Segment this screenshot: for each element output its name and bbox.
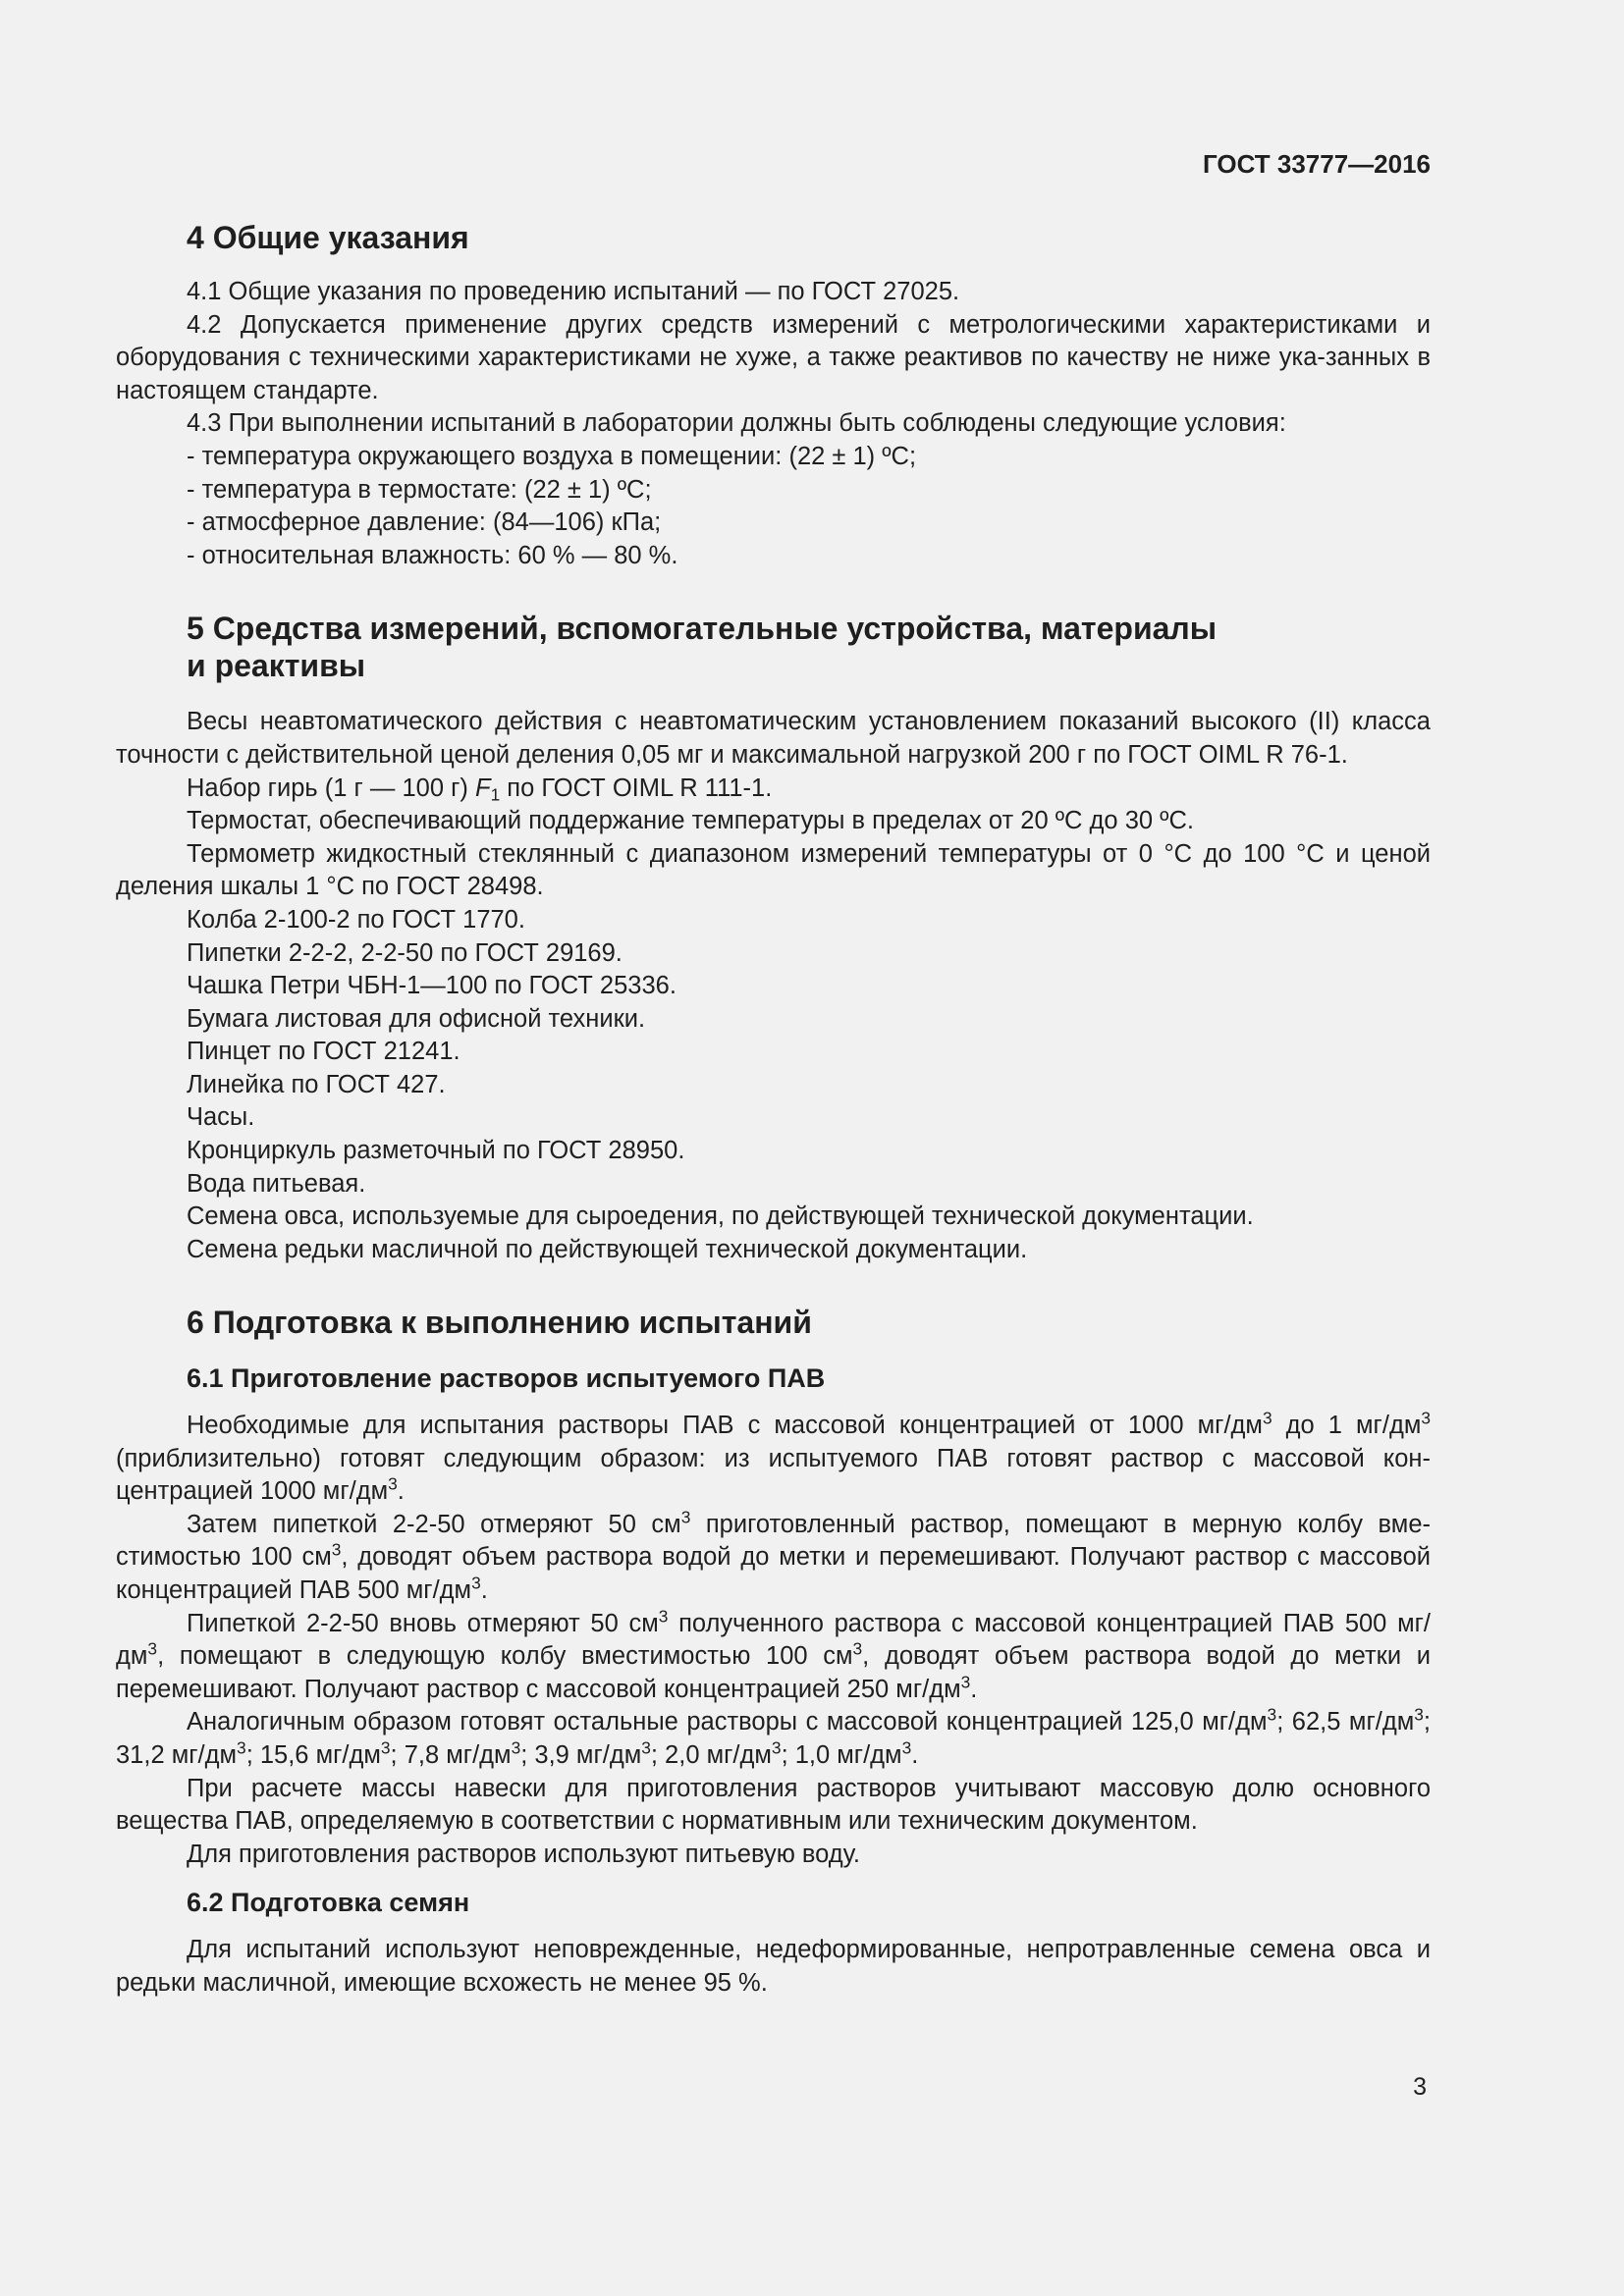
equipment-item: Семена редьки масличной по действующей технической документации. [187, 1235, 1028, 1263]
equipment-item: Кронциркуль разметочный по ГОСТ 28950. [187, 1137, 685, 1165]
condition-item: - относительная влажность: 60 % — 80 %. [187, 541, 678, 569]
para-4-2: 4.2 Допускается применение других средств измерений с метрологическими характеристиками и оборудования с техническими характеристиками не хуже, а также реактивов по качеству не ниже ука-занных в настоящем стандарте. [116, 310, 1431, 404]
para-5-scales: Весы неавтоматического действия с неавтоматическим установлением показаний высокого (II) класса точности с действительной ценой деления 0,05 мг и максимальной нагрузкой 200 г по ГОСТ OIML R 76-1. [116, 708, 1431, 769]
condition-item: - температура окружающего воздуха в помещении: (22 ± 1) ºС; [187, 442, 917, 470]
para-6-1-a: Необходимые для испытания растворы ПАВ с массовой концентрацией от 1000 $мг/дм^3$ до 1 $мг/дм^3$ (приблизительно) готовят следующим образом: из испытуемого ПАВ готовят раствор с массовой кон-центрацией 1000 $мг/дм^3$. [116, 1408, 1431, 1506]
document-code: ГОСТ 33777—2016 [1203, 149, 1431, 179]
subsection-6-1-title: 6.1 Приготовление растворов испытуемого ПАВ [187, 1363, 826, 1394]
equipment-item: Чашка Петри ЧБН-1—100 по ГОСТ 25336. [187, 972, 677, 1000]
section-5-title [187, 610, 1431, 684]
section-5-title-line-2: и реактивы [187, 648, 366, 684]
equipment-item: Пипетки 2-2-2, 2-2-50 по ГОСТ 29169. [187, 938, 623, 967]
equipment-item: Пинцет по ГОСТ 21241. [187, 1038, 460, 1066]
condition-item: - температура в термостате: (22 ± 1) ºС; [187, 475, 652, 504]
para-6-1-b: Затем пипеткой 2-2-50 отмеряют 50 $см^3$ приготовленный раствор, помещают в мерную колбу вме-стимостью 100 $см^3$, доводят объем раствора водой до метки и перемешивают. Получают раствор с массовой концентрацией ПАВ 500 $мг/дм^3$. [116, 1507, 1431, 1604]
equipment-item: Линейка по ГОСТ 427. [187, 1070, 446, 1098]
page-number: 3 [1413, 2073, 1427, 2101]
equipment-item: Часы. [187, 1103, 255, 1132]
para-5-weights: Набор гирь (1 г — 100 г) $F_1$ по ГОСТ OIML R 111-1. [187, 774, 773, 804]
para-6-1-d: Аналогичным образом готовят остальные растворы с массовой концентрацией 125,0 $мг/дм^3$; 62,5 $мг/дм^3$; 31,2 $мг/дм^3$; 15,6 $мг/дм^3$; 7,8 $мг/дм^3$; 3,9 $мг/дм^3$; 2,0 $мг/дм^3$; 1,0 $мг/дм^3$. [116, 1704, 1431, 1769]
para-5-thermometer: Термометр жидкостный стеклянный с диапазоном измерений температуры от 0 °С до 100 °С и ценой деления шкалы 1 °С по ГОСТ 28498. [116, 839, 1431, 901]
section-6-title: 6 Подготовка к выполнению испытаний [187, 1305, 812, 1341]
para-4-3: 4.3 При выполнении испытаний в лаборатории должны быть соблюдены следующие условия: [187, 409, 1286, 438]
para-6-2: Для испытаний используют неповрежденные, недеформированные, непротравленные семена овса и редьки масличной, имеющие всхожесть не менее 95 %. [116, 1935, 1431, 1997]
equipment-item: Семена овса, используемые для сыроедения, по действующей технической документации. [187, 1202, 1254, 1231]
section-4-title: 4 Общие указания [187, 220, 469, 255]
para-6-1-e: При расчете массы навески для приготовления растворов учитывают массовую долю основного вещества ПАВ, определяемую в соответствии с нормативным или техническим документом. [116, 1774, 1431, 1836]
section-5-title-line-1: 5 Средства измерений, вспомогательные устройства, материалы [187, 611, 1218, 647]
para-4-1: 4.1 Общие указания по проведению испытаний — по ГОСТ 27025. [187, 278, 960, 305]
page-content [116, 219, 1431, 2000]
equipment-item: Вода питьевая. [187, 1169, 366, 1198]
para-6-1-f: Для приготовления растворов используют питьевую воду. [187, 1840, 860, 1868]
subsection-6-2-title: 6.2 Подготовка семян [187, 1888, 470, 1918]
para-5-thermostat: Термостат, обеспечивающий поддержание температуры в пределах от 20 ºС до 30 ºС. [187, 807, 1194, 835]
equipment-item: Бумага листовая для офисной техники. [187, 1004, 646, 1033]
equipment-item: Колба 2-100-2 по ГОСТ 1770. [187, 905, 525, 934]
condition-item: - атмосферное давление: (84—106) кПа; [187, 508, 662, 537]
para-6-1-c: Пипеткой 2-2-50 вновь отмеряют 50 $см^3$ полученного раствора с массовой концентрацией ПАВ 500 $мг/дм^3$, помещают в следующую колбу вместимостью 100 $см^3$, доводят объем раствора водой до метки и перемешивают. Получают раствор с массовой концентрацией 250 $мг/дм^3$. [116, 1606, 1431, 1703]
